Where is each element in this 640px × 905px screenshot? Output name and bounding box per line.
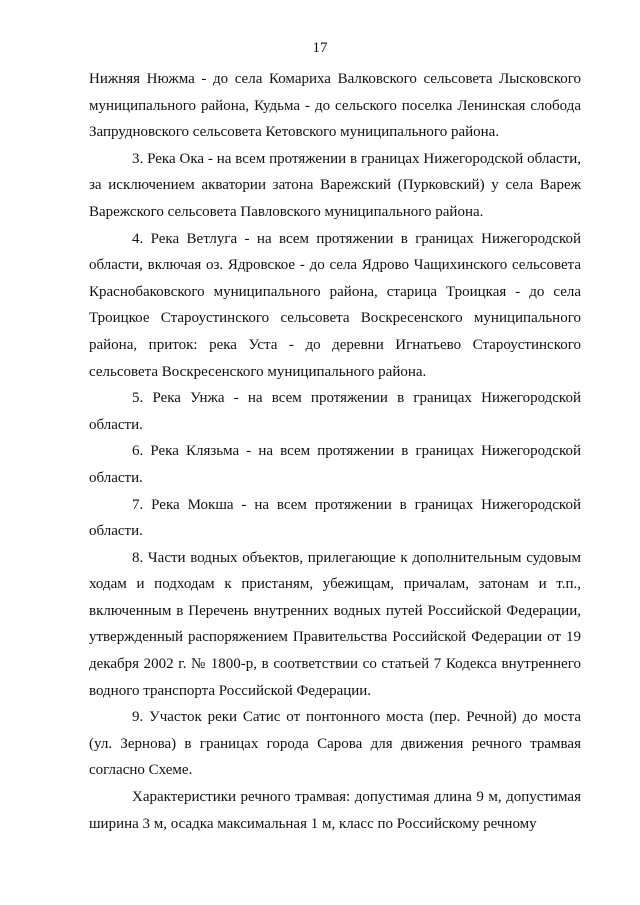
paragraph-item-5: 5. Река Унжа - на всем протяжении в границах Нижегородской области. [89, 390, 581, 433]
paragraph-continuation: Нижняя Нюжма - до села Комариха Валковского сельсовета Лысковского муниципального района, Кудьма - до сельского поселка Ленинская слобода Запрудновского сельсовета Кетовского муниципального района. [89, 71, 581, 141]
document-body [89, 66, 581, 837]
paragraph-item-3: 3. Река Ока - на всем протяжении в границах Нижегородской области, за исключением акватории затона Варежский (Пурковский) у села Вареж Варежского сельсовета Павловского муниципального района. [89, 150, 581, 220]
paragraph-item-7: 7. Река Мокша - на всем протяжении в границах Нижегородской области. [89, 496, 581, 540]
page-number: 17 [312, 40, 328, 56]
paragraph-characteristics: Характеристики речного трамвая: допустимая длина 9 м, допустимая ширина 3 м, осадка максимальная 1 м, класс по Российскому речному [89, 789, 581, 832]
paragraph-item-8: 8. Части водных объектов, прилегающие к дополнительным судовым ходам и подходам к пристаням, убежищам, причалам, затонам и т.п., включенным в Перечень внутренних водных путей Российской Федерации, утвержденный распоряжением Правительства Российской Федерации от 19 декабря 2002 г. № 1800-р, в соответствии со статьей 7 Кодекса внутреннего водного транспорта Российской Федерации. [89, 549, 581, 699]
paragraph-item-6: 6. Река Клязьма - на всем протяжении в границах Нижегородской области. [89, 443, 581, 486]
paragraph-item-9: 9. Участок реки Сатис от понтонного моста (пер. Речной) до моста (ул. Зернова) в границах города Сарова для движения речного трамвая согласно Схеме. [89, 709, 581, 779]
paragraph-item-4: 4. Река Ветлуга - на всем протяжении в границах Нижегородской области, включая оз. Ядровское - до села Ядрово Чащихинского сельсовета Краснобаковского муниципального района, старица Троицкая - до села Троицкое Староустинского сельсовета Воскресенского муниципального района, приток: река Уста - до деревни Игнатьево Староустинского сельсовета Воскресенского муниципального района. [89, 230, 581, 380]
